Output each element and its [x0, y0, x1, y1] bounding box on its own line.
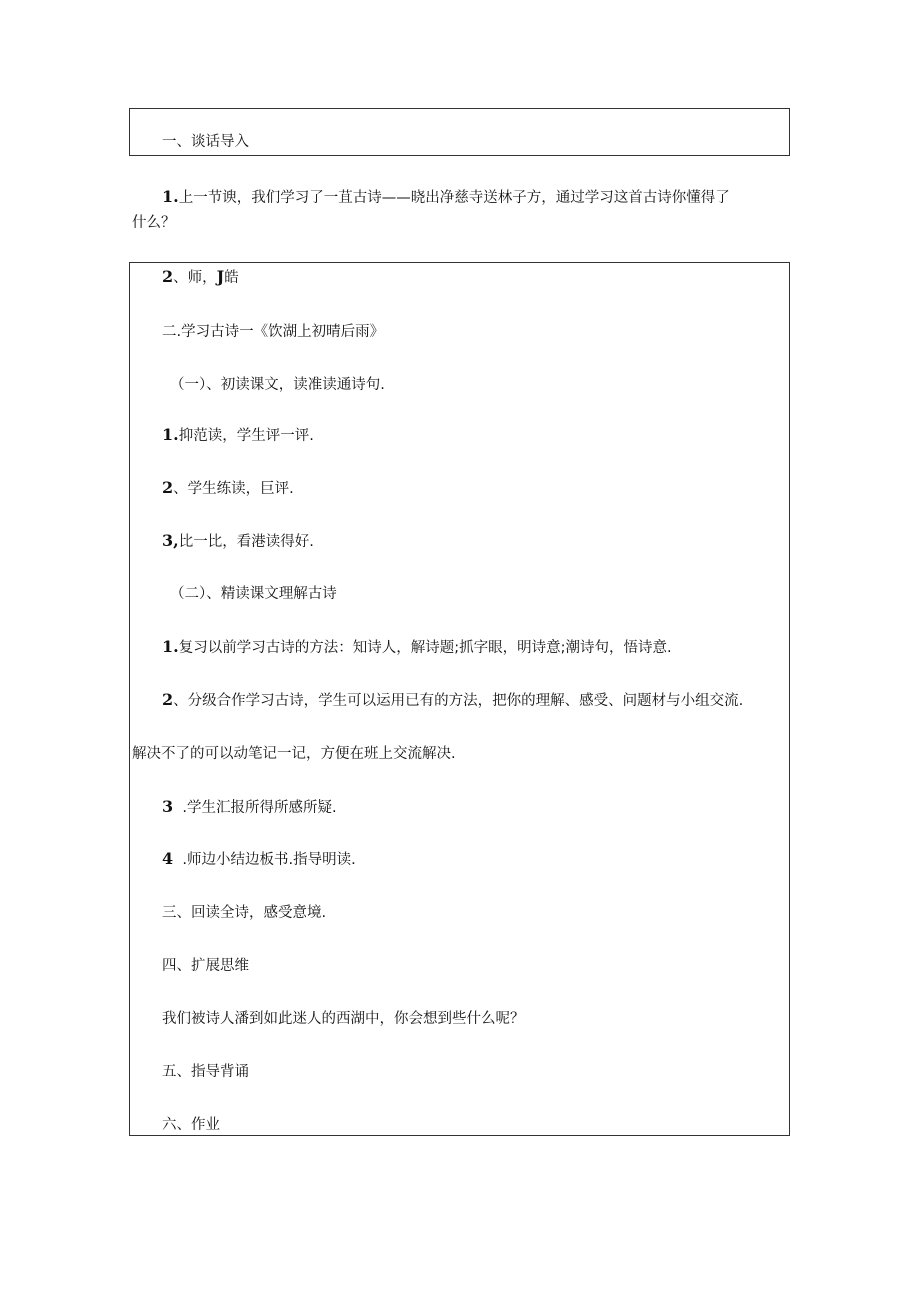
- subsection2-heading: （二）、精读课文理解古诗: [170, 586, 337, 602]
- section1-heading: 一、谈话导入: [162, 134, 249, 150]
- intro-number: 1.: [162, 187, 179, 206]
- section3-heading: 三、回读全诗，感受意境.: [162, 905, 327, 921]
- section4-question: 我们被诗人潘到如此迷人的西湖中，你会想到些什么呢？: [162, 1011, 525, 1027]
- section2-heading: 二.学习古诗一《饮湖上初晴后雨》: [162, 324, 385, 340]
- subsection1-heading: （一）、初读课文，读准读通诗句.: [170, 377, 385, 393]
- intro-paragraph: [162, 187, 730, 208]
- section6-heading: 六、作业: [162, 1117, 220, 1133]
- list-item: 4 .师边小结边板书.指导明读.: [162, 849, 356, 868]
- step-2-teacher: 2、师，J皓: [162, 267, 239, 286]
- list-item: 1.复习以前学习古诗的方法：知诗人，解诗题;抓字眼，明诗意;潮诗句，悟诗意.: [162, 637, 672, 656]
- section4-heading: 四、扩展思维: [162, 958, 249, 974]
- list-item: 2、分级合作学习古诗，学生可以运用已有的方法，把你的理解、感受、问题材与小组交流.: [162, 690, 744, 709]
- list-item: 1.抑范读，学生评一评.: [162, 425, 314, 444]
- intro-continuation: 什么？: [132, 215, 176, 231]
- section5-heading: 五、指导背诵: [162, 1064, 249, 1080]
- list-item-continuation: 解决不了的可以动笔记一记，方便在班上交流解决.: [132, 746, 456, 762]
- list-item: 3 .学生汇报所得所感所疑.: [162, 797, 337, 816]
- intro-text: 上一节谀，我们学习了一苴古诗——晓出净慈寺送林子方，通过学习这首古诗你懂得了: [178, 190, 730, 206]
- list-item: 2、学生练读，巨评.: [162, 478, 294, 497]
- list-item: 3,比一比，看港读得好.: [162, 531, 314, 550]
